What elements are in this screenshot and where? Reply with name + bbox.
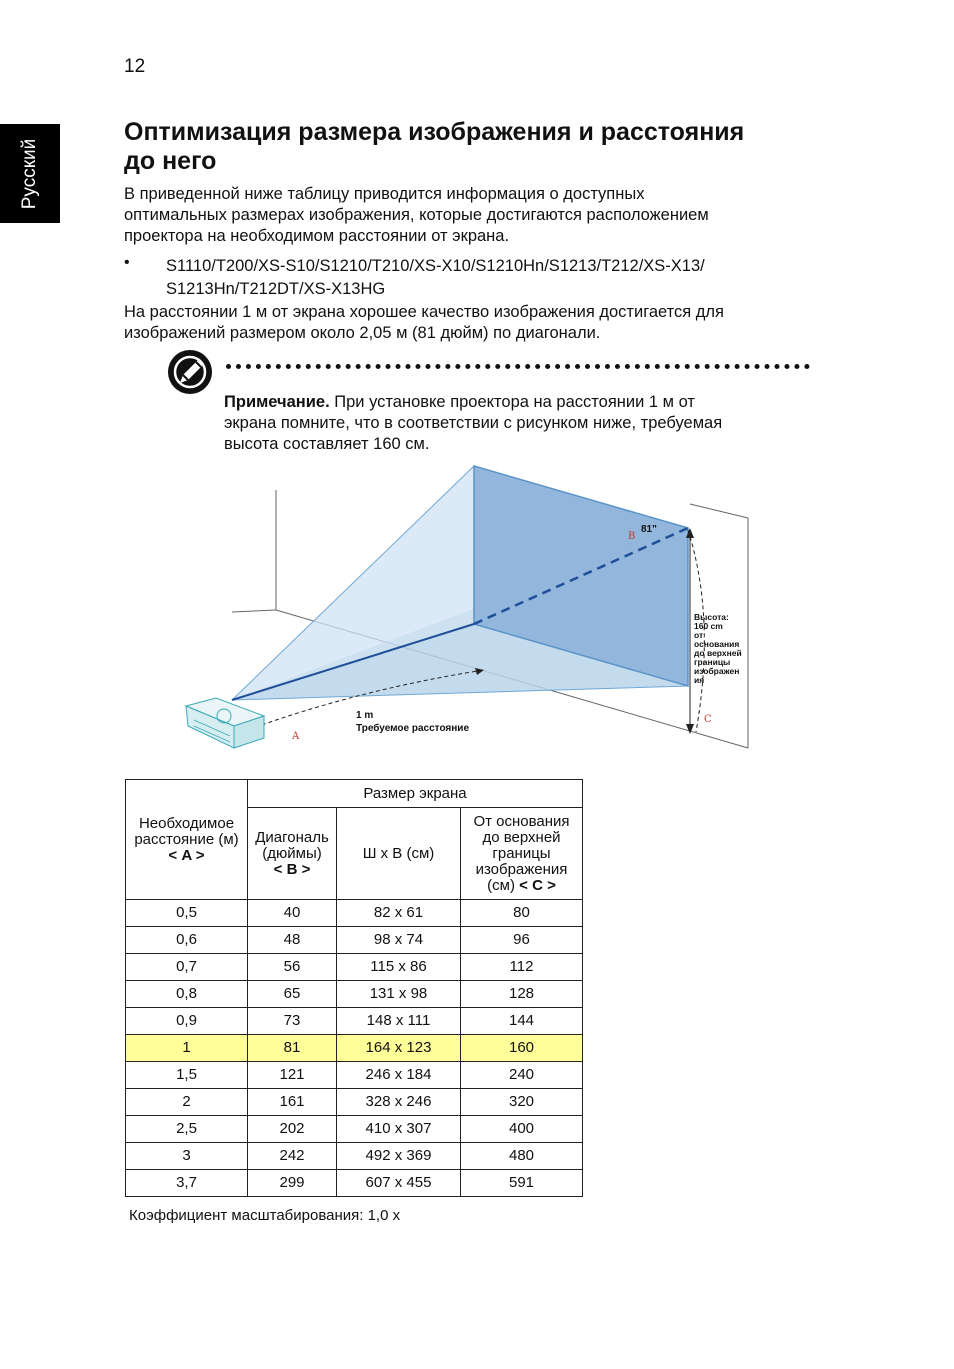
page-title xyxy=(124,118,844,176)
header-width-height: Ш x В (см) xyxy=(337,808,461,900)
cell-height: 128 xyxy=(461,981,583,1008)
cell-height: 96 xyxy=(461,927,583,954)
cell-height: 160 xyxy=(461,1035,583,1062)
cell-height: 591 xyxy=(461,1170,583,1197)
cell-distance: 3,7 xyxy=(126,1170,248,1197)
model-list-line-1: S1110/T200/XS-S10/S1210/T210/XS-X10/S1210Hn/S1213/T212/XS-X13/ xyxy=(166,257,705,275)
wall-floor-edge xyxy=(232,610,276,612)
model-list xyxy=(166,255,806,301)
model-list-line-2: S1213Hn/T212DT/XS-X13HG xyxy=(166,280,386,298)
header-diagonal xyxy=(248,808,337,900)
cell-width-height: 328 x 246 xyxy=(337,1089,461,1116)
table-body xyxy=(126,900,583,1197)
height-line: границы xyxy=(694,657,731,667)
cell-diagonal: 81 xyxy=(248,1035,337,1062)
table-row xyxy=(126,954,583,981)
table-row xyxy=(126,1008,583,1035)
title-line-2: до него xyxy=(124,147,217,175)
distance-value: 1 m xyxy=(356,710,374,721)
header-diagonal-line-2: (дюймы) xyxy=(262,844,322,862)
cell-distance: 2,5 xyxy=(126,1116,248,1143)
height-line: изображен xyxy=(694,666,740,676)
header-c-line-2: до верхней xyxy=(482,828,561,846)
screen-size-table xyxy=(125,779,583,1197)
cell-distance: 3 xyxy=(126,1143,248,1170)
projection-diagram xyxy=(176,458,756,770)
table-row xyxy=(126,1035,583,1062)
table-row xyxy=(126,927,583,954)
cell-width-height: 115 x 86 xyxy=(337,954,461,981)
page-number: 12 xyxy=(124,56,146,77)
title-line-1: Оптимизация размера изображения и расстояния xyxy=(124,118,745,146)
note-line-1: При установке проектора на расстоянии 1 м от xyxy=(329,393,695,411)
label-a: A xyxy=(292,731,300,742)
height-line: до верхней xyxy=(694,648,742,658)
note-label: Примечание. xyxy=(224,393,330,411)
note-line-2: экрана помните, что в соответствии с рисунком ниже, требуемая xyxy=(224,414,723,432)
cell-width-height: 164 x 123 xyxy=(337,1035,461,1062)
cell-distance: 1 xyxy=(126,1035,248,1062)
cell-diagonal: 48 xyxy=(248,927,337,954)
header-distance-marker: < A > xyxy=(168,846,205,864)
intro-line-3: проектора на необходимом расстоянии от экрана. xyxy=(124,227,510,245)
cell-height: 480 xyxy=(461,1143,583,1170)
cell-diagonal: 73 xyxy=(248,1008,337,1035)
cell-distance: 1,5 xyxy=(126,1062,248,1089)
intro-paragraph xyxy=(124,184,824,247)
note-line-3: высота составляет 160 см. xyxy=(224,435,430,453)
header-distance xyxy=(126,780,248,900)
table-row xyxy=(126,1062,583,1089)
cell-distance: 0,6 xyxy=(126,927,248,954)
intro-line-1: В приведенной ниже таблицу приводится информация о доступных xyxy=(124,185,645,203)
height-line: от xyxy=(694,630,704,640)
cell-height: 112 xyxy=(461,954,583,981)
distance-line-2: изображений размером около 2,05 м (81 дюйм) по диагонали. xyxy=(124,324,601,342)
language-tab-label: Русский xyxy=(19,138,40,209)
zoom-ratio-note: Коэффициент масштабирования: 1,0 x xyxy=(129,1207,401,1224)
cell-height: 80 xyxy=(461,900,583,927)
cell-diagonal: 242 xyxy=(248,1143,337,1170)
table-row xyxy=(126,1170,583,1197)
table-row xyxy=(126,900,583,927)
cell-height: 240 xyxy=(461,1062,583,1089)
note-paragraph xyxy=(224,392,814,455)
cell-distance: 0,7 xyxy=(126,954,248,981)
label-b: B xyxy=(628,531,636,542)
height-line: 160 cm xyxy=(694,621,723,631)
label-c: C xyxy=(704,714,712,725)
table-row xyxy=(126,1116,583,1143)
projector-illustration xyxy=(186,698,264,748)
header-c-line-3: границы xyxy=(492,844,551,862)
header-distance-line-2: расстояние (м) xyxy=(134,830,239,848)
cell-distance: 0,5 xyxy=(126,900,248,927)
cell-width-height: 246 x 184 xyxy=(337,1062,461,1089)
header-screen-size: Размер экрана xyxy=(248,780,583,808)
cell-width-height: 98 x 74 xyxy=(337,927,461,954)
header-c-unit: (см) xyxy=(487,876,520,894)
cell-width-height: 148 x 111 xyxy=(337,1008,461,1035)
height-line: основания xyxy=(694,639,740,649)
distance-line-1: На расстоянии 1 м от экрана хорошее качество изображения достигается для xyxy=(124,303,724,321)
header-diagonal-line-1: Диагональ xyxy=(255,828,329,846)
cell-width-height: 410 x 307 xyxy=(337,1116,461,1143)
note-pencil-icon xyxy=(166,348,214,396)
header-c-line-4: изображения xyxy=(475,860,568,878)
cell-diagonal: 299 xyxy=(248,1170,337,1197)
header-diagonal-marker: < B > xyxy=(273,860,311,878)
header-distance-line-1: Необходимое xyxy=(138,814,235,832)
cell-distance: 0,9 xyxy=(126,1008,248,1035)
distance-paragraph xyxy=(124,302,824,344)
cell-diagonal: 56 xyxy=(248,954,337,981)
table-row xyxy=(126,1089,583,1116)
intro-line-2: оптимальных размерах изображения, которые достигаются расположением xyxy=(124,206,709,224)
cell-diagonal: 40 xyxy=(248,900,337,927)
header-c-marker: < C > xyxy=(519,876,556,894)
table-header-row xyxy=(126,780,583,808)
distance-caption: Требуемое расстояние xyxy=(356,723,470,734)
language-tab xyxy=(0,124,60,223)
note-divider xyxy=(226,364,810,369)
header-height-from-base xyxy=(461,808,583,900)
cell-diagonal: 121 xyxy=(248,1062,337,1089)
cell-height: 320 xyxy=(461,1089,583,1116)
height-line: ия xyxy=(694,675,705,685)
label-diagonal: 81" xyxy=(641,524,657,535)
wall-top-edge xyxy=(690,504,748,518)
table-row xyxy=(126,1143,583,1170)
header-c-line-1: От основания xyxy=(473,812,570,830)
cell-width-height: 131 x 98 xyxy=(337,981,461,1008)
cell-width-height: 82 x 61 xyxy=(337,900,461,927)
height-caption xyxy=(694,612,742,685)
cell-diagonal: 65 xyxy=(248,981,337,1008)
cell-distance: 2 xyxy=(126,1089,248,1116)
bullet-marker: • xyxy=(124,254,130,271)
cell-width-height: 492 x 369 xyxy=(337,1143,461,1170)
cell-diagonal: 161 xyxy=(248,1089,337,1116)
cell-diagonal: 202 xyxy=(248,1116,337,1143)
cell-height: 144 xyxy=(461,1008,583,1035)
cell-height: 400 xyxy=(461,1116,583,1143)
table-row xyxy=(126,981,583,1008)
cell-distance: 0,8 xyxy=(126,981,248,1008)
height-line: Высота: xyxy=(694,612,729,622)
cell-width-height: 607 x 455 xyxy=(337,1170,461,1197)
